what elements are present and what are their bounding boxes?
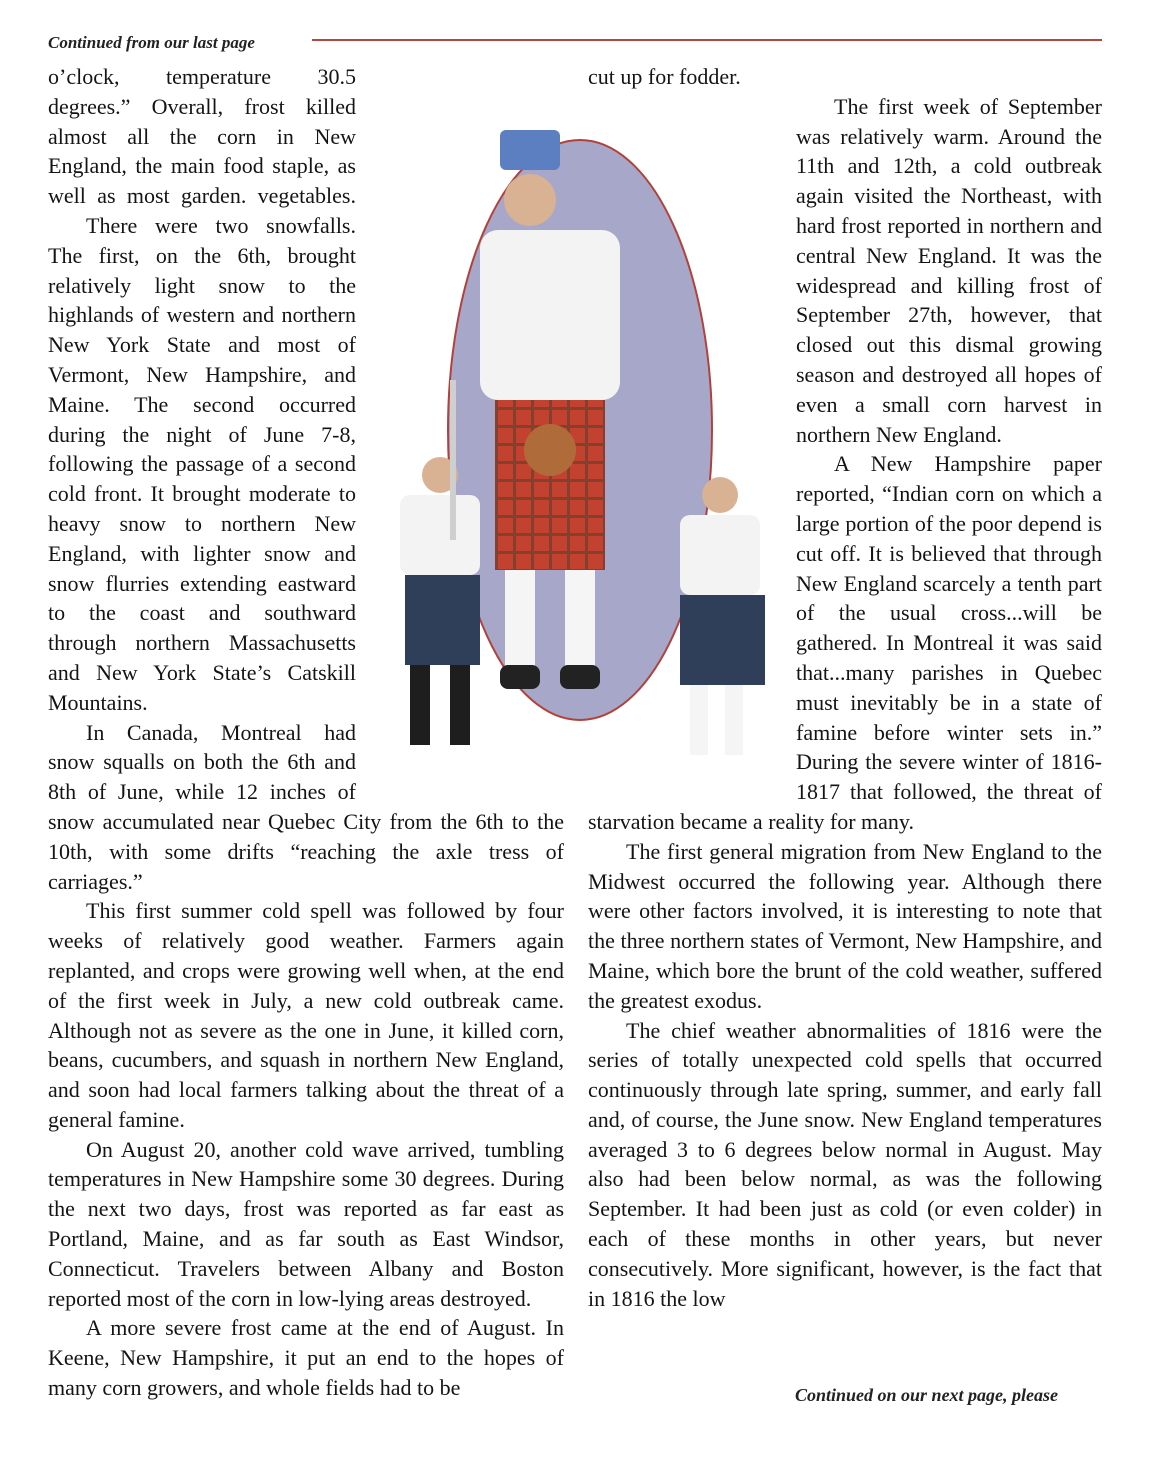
pipers-parade-photo [380, 130, 780, 770]
paragraph: The chief weather abnormalities of 1816 were the series of totally unexpected cold spells that occurred continuously through late spring, summer, and early fall and, of course, the June snow. New England temperatures averaged 3 to 6 degrees below normal in August. May also had been below normal, as was the following September. It had been just as cold (or even colder) in each of these months in other years, but never consecutively. More significant, however, is the fact that in 1816 the low [588, 1017, 1102, 1311]
paragraph: The first general migration from New England to the Midwest occurred the following year. Although there were other factors involved, it is interesting to note that the three northern states of Vermont, New Hampshire, and Maine, which bore the brunt of the cold weather, suffered the greatest exodus. [588, 838, 1102, 1013]
header-rule [312, 39, 1102, 41]
paragraph: There were two snowfalls. The first, on the 6th, brought relatively light snow to the highlands of western and northern New York State and most of Vermont, New Hampshire, and Maine. The second occurred during the night of June 7-8, following the passage of a second cold front. It brought moderate to heavy snow to northern New England, with lighter snow and snow flurries extending eastward to the coast and southward through northern Massachusetts and New York State’s Catskill Mountains. [48, 212, 356, 715]
paragraph: The first week of September was relatively warm. Around the 11th and 12th, a cold outbreak again visited the Northeast, with hard frost reported in northern and central New England. It was the widespread and killing frost of September 27th, however, that closed out this dismal growing season and destroyed all hopes of even a small corn harvest in northern New England. [796, 93, 1102, 447]
continued-on-footer: Continued on our next page, please [795, 1385, 1059, 1405]
paragraph: o’clock, temperature 30.5 degrees.” Overall, frost killed almost all the corn in New England, the main food staple, as well as most garden. vegetables. [48, 64, 356, 209]
paragraph: cut up for fodder. [588, 64, 741, 89]
paragraph: In Canada, Montreal had snow squalls on both the 6th and 8th of June, while 12 inches of snow accumulated near Quebec City from the 6th to the 10th, with some drifts “reaching the axle tress of carriages.” [48, 719, 564, 894]
continued-from-header: Continued from our last page [48, 33, 255, 52]
paragraph: On August 20, another cold wave arrived, tumbling temperatures in New Hampshire some 30 degrees. During the next two days, frost was reported as far east as Portland, Maine, and as far south as East Windsor, Connecticut. Travelers between Albany and Boston reported most of the corn in low-lying areas destroyed. [48, 1136, 564, 1311]
paragraph: A more severe frost came at the end of August. In Keene, New Hampshire, it put an end to the hopes of many corn growers, and whole fields had to be [48, 1315, 564, 1401]
small-figure-right [680, 477, 765, 755]
paragraph: This first summer cold spell was followed by four weeks of relatively good weather. Farmers again replanted, and crops were growing well when, at the end of the first week in July, a new cold outbreak came. Although not as severe as the one in June, it killed corn, beans, cucumbers, and squash in northern New England, and soon had local farmers talking about the threat of a general famine. [48, 898, 564, 1132]
paragraph: A New Hampshire paper reported, “Indian corn on which a large portion of the poor depend is cut off. It is believed that through New England scarcely a tenth part of the usual cross...will be gathered. In Montreal it was said that...many parishes in Quebec must inevitably be in a state of famine before winter sets in.” During the severe winter of 1816-1817 that followed, the threat of starvation became a reality for many. [588, 451, 1102, 834]
